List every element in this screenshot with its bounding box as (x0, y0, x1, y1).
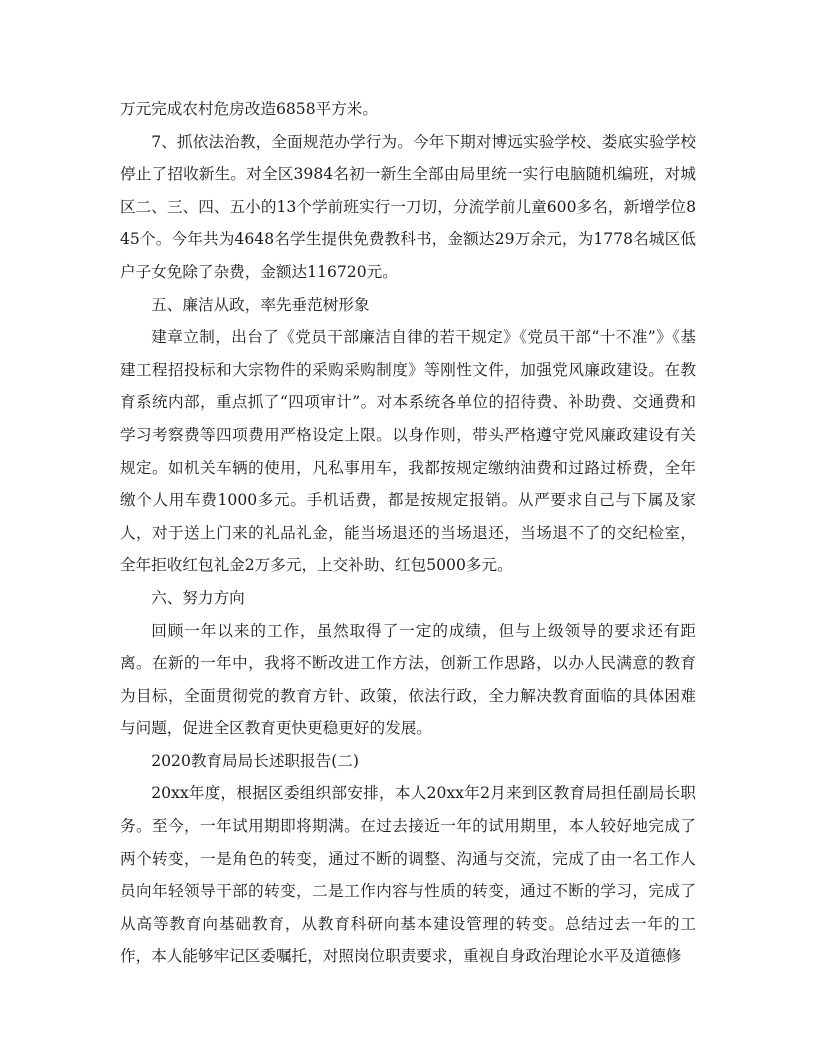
paragraph-rule-of-law-education: 7、抓依法治教，全面规范办学行为。今年下期对博远实验学校、娄底实验学校停止了招收新生。对全区3984名初一新生全部由局里统一实行电脑随机编班，对城区二、三、四、五小的13个学前班实行一刀切，分流学前儿童600多名，新增学位845个。今年共为4648名学生提供免费教科书，金额达29万余元，为1778名城区低户子女免除了杂费，金额达116720元。 (120, 132, 696, 281)
report-subtitle: 2020教育局局长述职报告(二) (151, 751, 359, 770)
paragraph-integrity-measures: 建章立制，出台了《党员干部廉洁自律的若干规定》《党员干部“十不准”》《基建工程招投标和大宗物件的采购采购制度》等刚性文件，加强党风廉政建设。在教育系统内部，重点抓了“四项审计”。对本系统各单位的招待费、补助费、交通费和学习考察费等四项费用严格设定上限。以身作则，带头严格遵守党风廉政建设有关规定。如机关车辆的使用，凡私事用车，我都按规定缴纳油费和过路过桥费，全年缴个人用车费1000多元。手机话费，都是按规定报销。从严要求自己与下属及家人，对于送上门来的礼品礼金，能当场退还的当场退还，当场退不了的交纪检室，全年拒收红包礼金2万多元，上交补助、红包5000多元。 (120, 328, 696, 575)
section-heading-integrity: 五、廉洁从政，率先垂范树形象 (151, 295, 370, 314)
document-page (120, 93, 696, 973)
paragraph-review-and-outlook: 回顾一年以来的工作，虽然取得了一定的成绩，但与上级领导的要求还有距离。在新的一年中，我将不断改进工作方法，创新工作思路，以办人民满意的教育为目标，全面贯彻党的教育方针、政策，依法行政，全力解决教育面临的具体困难与问题，促进全区教育更快更稳更好的发展。 (120, 621, 696, 738)
paragraph-annual-summary: 20xx年度，根据区委组织部安排，本人20xx年2月来到区教育局担任副局长职务。至今，一年试用期即将期满。在过去接近一年的试用期里，本人较好地完成了两个转变，一是角色的转变，通过不断的调整、沟通与交流，完成了由一名工作人员向年轻领导干部的转变，二是工作内容与性质的转变，通过不断的学习，完成了从高等教育向基础教育，从教育科研向基本建设管理的转变。总结过去一年的工作，本人能够牢记区委嘱托，对照岗位职责要求，重视自身政治理论水平及道德修 (120, 784, 696, 966)
section-heading-direction: 六、努力方向 (151, 588, 245, 607)
paragraph-housing-renovation: 万元完成农村危房改造6858平方米。 (120, 100, 378, 118)
